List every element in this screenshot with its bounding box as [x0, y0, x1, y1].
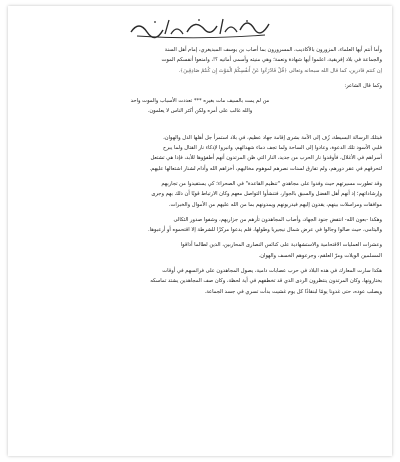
section-operations [18, 241, 382, 260]
paragraph-line: وأما أنتم أيها العلماء، المزورون بالأكاذيب، المسرورون بما أصاب بن يوسف المبديغري، إمام أهل السنة [164, 47, 382, 53]
paragraph-line: وهكذا -بعون الله- انتفض جنود الجهاد، وأصاب المجاهدون تأرهم من جزاريهم، وشفوا صدور الثكالى [173, 216, 382, 223]
section-development [18, 180, 382, 209]
paragraph-line: فبتلك الرسالة البسيطة، زُف إلى الأمة بشرى إقامة جهاد عظيم، في بلاد استمرأ جل أهلها الذل والهوان، [163, 134, 382, 141]
document-body [18, 14, 382, 448]
paragraph-line: وعشرات العمليات الاقتحامية والاستشهادية على كنائس النصارى المحاربين، الذين لطالما أذاقوا [180, 242, 382, 249]
paragraph-line: واليتامى، حيث صالوا وجالوا في عرض شمال نيجيريا وطولها، فلم يدعوا مركزًا للشرطة إلا اقتحموه أو أرعبوها. [148, 227, 382, 234]
paragraph-line: هكذا سارت المعارك في هذه البلاد في حرب عصابات دامية، يصول المجاهدون على فرائسهم في أوقات [162, 268, 382, 275]
section-poet-intro [18, 82, 382, 90]
paragraph-line: يختارونها، وكان المرتدون ينتظرون الردى الذي قد تخطفهم في أية لحظة، وكان صف المجاهدين يشتد تماسكه [150, 278, 382, 285]
paragraph-line: فلبي الأسود تلك الدعوة، وعادوا إلى الساحة ولما تجف دماء شهدائهم، وانبروا لإذكاء نار القتال ولما يبرح [163, 145, 382, 152]
section-intro [18, 46, 382, 75]
paragraph-line: موافقات ومراسلات بينهم، يقدون إليهم فيدربونهم ويمدونهم بما من الله عليهم من الأموال والخبرات. [168, 201, 382, 208]
paragraph-line: وكما قال الشاعر: [344, 82, 382, 89]
paragraph-line-quran: إن كنتم قادرين، كما قال الله سبحانه وتعالى ﴿قُلْ فَادْرَءُوا عَنْ أَنفُسِكُمُ الْمَوْتَ إِن كُنتُمْ صَادِقِينَ﴾. [178, 67, 382, 74]
paragraph-line: أسراهم في الأغلال، فأوقدوا نار الحرب من جديد، النار التي ظن المرتدون أنهم أطفؤوها للأبد، فإذا هي تشتعل [150, 155, 382, 162]
paragraph-line: وإرشاداتهم؛ إذ أنهم أهل الفضل والسبق بالجوار، فتنشأوا التواصل معهم وكان الارتباط قويًا أن ذلك بهم وجرى [151, 191, 382, 198]
paragraph-line: ويصلب عوده، حتى غدونا يومًا لبنقاذًا كل يوم غشيت بدأت تسري في جسد الجماعة. [204, 288, 382, 295]
paragraph-line: لتحرقهم في عقر دورهم، ولم تفارق لسنات نصرهم لموهوم مخاليهم، أخزاهم الله وأدام لشنار اشتعالها عليهم. [149, 165, 382, 172]
section-message [18, 134, 382, 173]
poem-verse: والله غالب على أمره ولكن أكثر الناس لا يعلمون. [147, 108, 253, 115]
document-page [8, 6, 392, 456]
poem-verse: من لم يمت بالسيف مات بغيره *** تعددت الأسباب والموت واحد [130, 98, 270, 105]
section-battles [18, 267, 382, 296]
paragraph-line: المسلمين الويلات ومرّ العلقم، وجرعوهم الخسف والهوان. [258, 252, 382, 259]
calligraphy-title-logo [18, 14, 382, 40]
section-uprising [18, 216, 382, 235]
paragraph-line: والجماعة في بلاد إفريقية، اعلموا أيها شهادة ونعمة؛ وهي منيته وأسمى أمانيه ؟!، وامنعوا أنفسكم الموت [161, 57, 382, 64]
paragraph-line: وقد تطورت مسيرتهم حيث وفدوا على مجاهدي "تنظيم القاعدة" في الصحراء؛ كي يستفيدوا من تجاربهم [161, 180, 382, 187]
section-poem [18, 97, 382, 116]
